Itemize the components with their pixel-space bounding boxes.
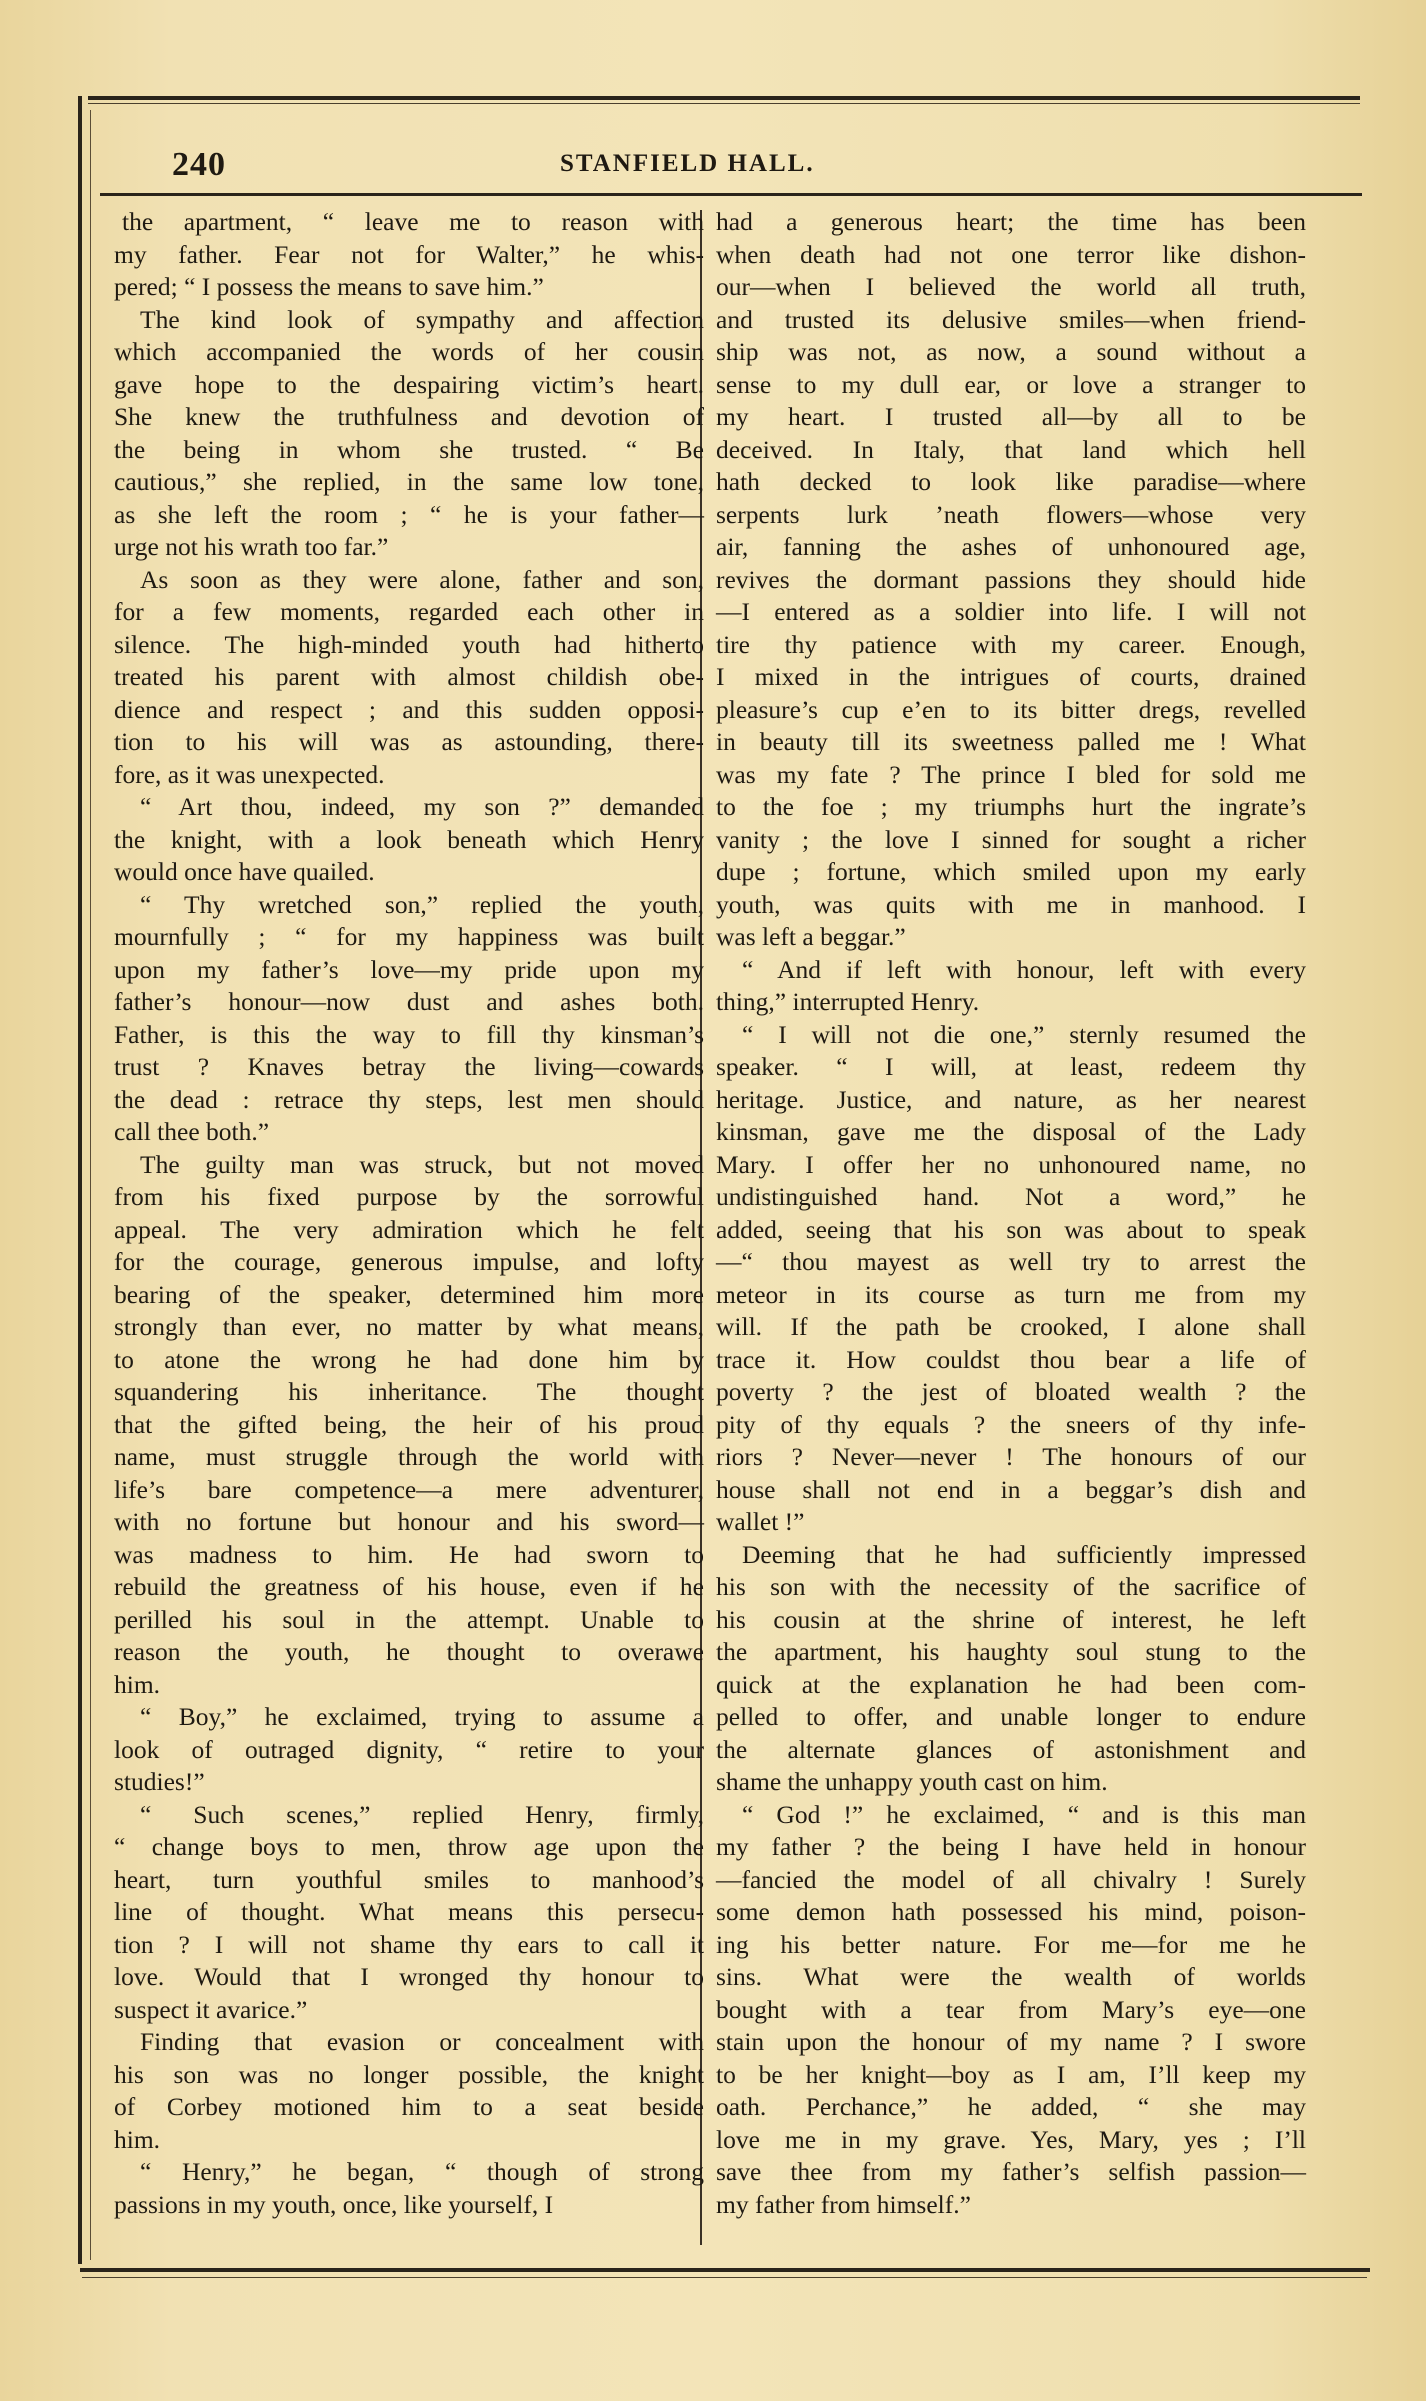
text-line: wallet !”	[716, 1507, 805, 1536]
text-line: to be her knight—boy as I am, I’ll keep my	[716, 2059, 1306, 2089]
text-line: suspect it avarice.”	[114, 1994, 308, 2024]
text-line: “ Thy wretched son,” replied the youth,	[140, 889, 704, 919]
text-line: tire thy patience with my career. Enough,	[716, 629, 1306, 659]
text-line: heritage. Justice, and nature, as her nearest	[716, 1084, 1306, 1114]
text-line: Mary. I offer her no unhonoured name, no	[716, 1149, 1306, 1179]
top-border-rule	[88, 96, 1360, 100]
text-line: added, seeing that his son was about to speak	[716, 1214, 1306, 1244]
text-line: serpents lurk ’neath flowers—whose very	[716, 499, 1306, 529]
text-line: upon my father’s love—my pride upon my	[114, 954, 704, 984]
text-line: “ I will not die one,” sternly resumed the	[742, 1019, 1306, 1049]
text-line: father’s honour—now dust and ashes both.	[114, 987, 704, 1016]
text-line: from his fixed purpose by the sorrowful	[114, 1182, 704, 1211]
text-line: —“ thou mayest as well try to arrest the	[716, 1247, 1306, 1276]
text-line: riors ? Never—never ! The honours of our	[716, 1442, 1306, 1471]
text-line: thing,” interrupted Henry.	[716, 987, 980, 1016]
text-line: bearing of the speaker, determined him more	[114, 1279, 704, 1309]
text-line: Finding that evasion or concealment with	[140, 2027, 704, 2056]
text-line: was left a beggar.”	[716, 922, 906, 951]
text-line: pered; “ I possess the means to save him.”	[114, 272, 544, 301]
text-line: ing his better nature. For me—for me he	[716, 1929, 1306, 1959]
text-line: save thee from my father’s selfish passion—	[716, 2157, 1306, 2186]
text-line: life’s bare competence—a mere adventurer,	[114, 1474, 704, 1504]
text-line: squandering his inheritance. The thought	[114, 1377, 704, 1406]
text-line: rebuild the greatness of his house, even if he	[114, 1572, 704, 1601]
text-line: his son with the necessity of the sacrifice of	[716, 1572, 1306, 1601]
text-line: “ Boy,” he exclaimed, trying to assume a	[140, 1702, 704, 1731]
text-line: air, fanning the ashes of unhonoured age,	[716, 532, 1306, 561]
text-line: passions in my youth, once, like yourself, I	[114, 2189, 554, 2219]
text-line: love me in my grave. Yes, Mary, yes ; I’ll	[716, 2124, 1306, 2154]
text-line: The kind look of sympathy and affection	[140, 304, 704, 334]
text-line: look of outraged dignity, “ retire to your	[114, 1734, 704, 1764]
text-line: deceived. In Italy, that land which hell	[716, 434, 1306, 464]
text-line: fore, as it was unexpected.	[114, 759, 385, 789]
text-line: pelled to offer, and unable longer to endure	[716, 1702, 1306, 1731]
text-line: She knew the truthfulness and devotion of	[114, 402, 704, 431]
text-line: “ Such scenes,” replied Henry, firmly,	[140, 1799, 704, 1829]
left-border-rule	[78, 96, 82, 2264]
text-line: —I entered as a soldier into life. I will not	[716, 597, 1306, 626]
text-line: that the gifted being, the heir of his proud	[114, 1409, 704, 1439]
left-border-rule-thin	[90, 110, 91, 2260]
text-line: to atone the wrong he had done him by	[114, 1344, 704, 1374]
text-line: kinsman, gave me the disposal of the Lady	[716, 1117, 1306, 1146]
text-line: the alternate glances of astonishment and	[716, 1734, 1306, 1764]
text-line: The guilty man was struck, but not moved	[140, 1149, 704, 1179]
text-line: in beauty till its sweetness palled me ! What	[716, 727, 1306, 756]
text-line: urge not his wrath too far.”	[114, 532, 389, 561]
text-line: treated his parent with almost childish obe-	[114, 662, 704, 691]
left-text-column	[114, 206, 704, 2221]
text-line: oath. Perchance,” he added, “ she may	[716, 2092, 1306, 2121]
text-line: sins. What were the wealth of worlds	[716, 1962, 1306, 1991]
text-line: had a generous heart; the time has been	[716, 207, 1306, 236]
text-line: was madness to him. He had sworn to	[114, 1539, 704, 1569]
text-line: house shall not end in a beggar’s dish and	[716, 1474, 1306, 1504]
text-line: undistinguished hand. Not a word,” he	[716, 1182, 1306, 1211]
top-border-rule-thin	[88, 103, 1360, 104]
text-line: poverty ? the jest of bloated wealth ? the	[716, 1377, 1306, 1406]
text-line: name, must struggle through the world with	[114, 1442, 704, 1471]
text-line: “ And if left with honour, left with every	[742, 954, 1306, 984]
page-number: 240	[172, 146, 226, 183]
text-line: the apartment, his haughty soul stung to the	[716, 1637, 1306, 1666]
text-line: Father, is this the way to fill thy kinsman’s	[114, 1019, 704, 1049]
text-line: pity of thy equals ? the sneers of thy infe-	[716, 1409, 1306, 1439]
text-line: pleasure’s cup e’en to its bitter dregs, revelled	[716, 694, 1306, 724]
text-line: reason the youth, he thought to overawe	[114, 1637, 704, 1666]
text-line: my father from himself.”	[716, 2189, 971, 2219]
text-line: love. Would that I wronged thy honour to	[114, 1962, 704, 1991]
right-text-column	[716, 206, 1306, 2221]
text-line: to the foe ; my triumphs hurt the ingrate’s	[716, 792, 1306, 821]
text-line: for the courage, generous impulse, and lofty	[114, 1247, 704, 1276]
text-line: call thee both.”	[114, 1117, 270, 1146]
text-line: my father ? the being I have held in honour	[716, 1832, 1306, 1861]
text-line: would once have quailed.	[114, 857, 375, 886]
text-line: line of thought. What means this persecu-	[114, 1897, 704, 1926]
text-line: trust ? Knaves betray the living—cowards	[114, 1052, 704, 1081]
text-line: tion to his will was as astounding, there-	[114, 727, 704, 756]
text-line: hath decked to look like paradise—where	[716, 467, 1306, 496]
text-line: “ God !” he exclaimed, “ and is this man	[742, 1799, 1306, 1829]
text-line: my heart. I trusted all—by all to be	[716, 402, 1306, 431]
text-line: him.	[114, 2124, 161, 2154]
text-line: his cousin at the shrine of interest, he left	[716, 1604, 1306, 1634]
text-line: dupe ; fortune, which smiled upon my early	[716, 857, 1306, 886]
text-line: revives the dormant passions they should hide	[716, 564, 1306, 594]
text-line: “ Henry,” he began, “ though of strong	[140, 2157, 704, 2186]
bottom-border-rule	[80, 2268, 1370, 2272]
text-line: and trusted its delusive smiles—when friend-	[716, 304, 1306, 334]
text-line: cautious,” she replied, in the same low tone,	[114, 467, 704, 496]
text-line: his son was no longer possible, the knight	[114, 2059, 704, 2089]
text-line: my father. Fear not for Walter,” he whis-	[114, 239, 704, 269]
text-line: perilled his soul in the attempt. Unable to	[114, 1604, 704, 1634]
text-line: as she left the room ; “ he is your father—	[114, 499, 704, 529]
text-line: will. If the path be crooked, I alone shall	[716, 1312, 1306, 1341]
text-line: speaker. “ I will, at least, redeem thy	[716, 1052, 1306, 1081]
text-line: with no fortune but honour and his sword—	[114, 1507, 704, 1536]
text-line: silence. The high-minded youth had hitherto	[114, 629, 704, 659]
text-line: As soon as they were alone, father and son,	[140, 564, 704, 594]
text-line: our—when I believed the world all truth,	[716, 272, 1306, 301]
text-line: for a few moments, regarded each other in	[114, 597, 704, 626]
text-line: of Corbey motioned him to a seat beside	[114, 2092, 704, 2121]
text-line: Deeming that he had sufficiently impressed	[742, 1539, 1306, 1569]
text-line: which accompanied the words of her cousin	[114, 337, 704, 366]
text-line: sense to my dull ear, or love a stranger to	[716, 369, 1306, 399]
text-line: the apartment, “ leave me to reason with	[122, 207, 704, 236]
text-line: ship was not, as now, a sound without a	[716, 337, 1306, 366]
text-line: the dead : retrace thy steps, lest men should	[114, 1084, 704, 1114]
text-line: the knight, with a look beneath which Henry	[114, 824, 704, 854]
text-line: tion ? I will not shame thy ears to call it	[114, 1929, 704, 1959]
text-line: meteor in its course as turn me from my	[716, 1279, 1306, 1309]
text-line: some demon hath possessed his mind, poison-	[716, 1897, 1306, 1926]
header-rule	[100, 193, 1362, 196]
text-line: studies!”	[114, 1767, 205, 1796]
text-line: quick at the explanation he had been com-	[716, 1669, 1306, 1699]
text-line: him.	[114, 1669, 161, 1699]
text-line: trace it. How couldst thou bear a life of	[716, 1344, 1306, 1374]
text-line: was my fate ? The prince I bled for sold me	[716, 759, 1306, 789]
text-line: the being in whom she trusted. “ Be	[114, 434, 704, 464]
text-line: gave hope to the despairing victim’s heart.	[114, 369, 704, 399]
text-line: when death had not one terror like dishon-	[716, 239, 1306, 269]
text-line: strongly than ever, no matter by what means,	[114, 1312, 704, 1341]
text-line: bought with a tear from Mary’s eye—one	[716, 1994, 1306, 2024]
text-line: mournfully ; “ for my happiness was built	[114, 922, 704, 951]
text-line: appeal. The very admiration which he felt	[114, 1214, 704, 1244]
text-line: vanity ; the love I sinned for sought a richer	[716, 824, 1306, 854]
running-title: STANFIELD HALL.	[560, 150, 815, 177]
text-line: “ Art thou, indeed, my son ?” demanded	[140, 792, 704, 821]
text-line: heart, turn youthful smiles to manhood’s	[114, 1864, 704, 1894]
bottom-border-rule-thin	[82, 2277, 1367, 2278]
text-line: I mixed in the intrigues of courts, drained	[716, 662, 1306, 691]
text-line: —fancied the model of all chivalry ! Surely	[716, 1864, 1306, 1894]
text-line: shame the unhappy youth cast on him.	[716, 1767, 1108, 1796]
text-line: stain upon the honour of my name ? I swore	[716, 2027, 1306, 2056]
text-line: dience and respect ; and this sudden opposi-	[114, 694, 704, 724]
text-line: “ change boys to men, throw age upon the	[114, 1832, 704, 1861]
text-line: youth, was quits with me in manhood. I	[716, 889, 1306, 919]
